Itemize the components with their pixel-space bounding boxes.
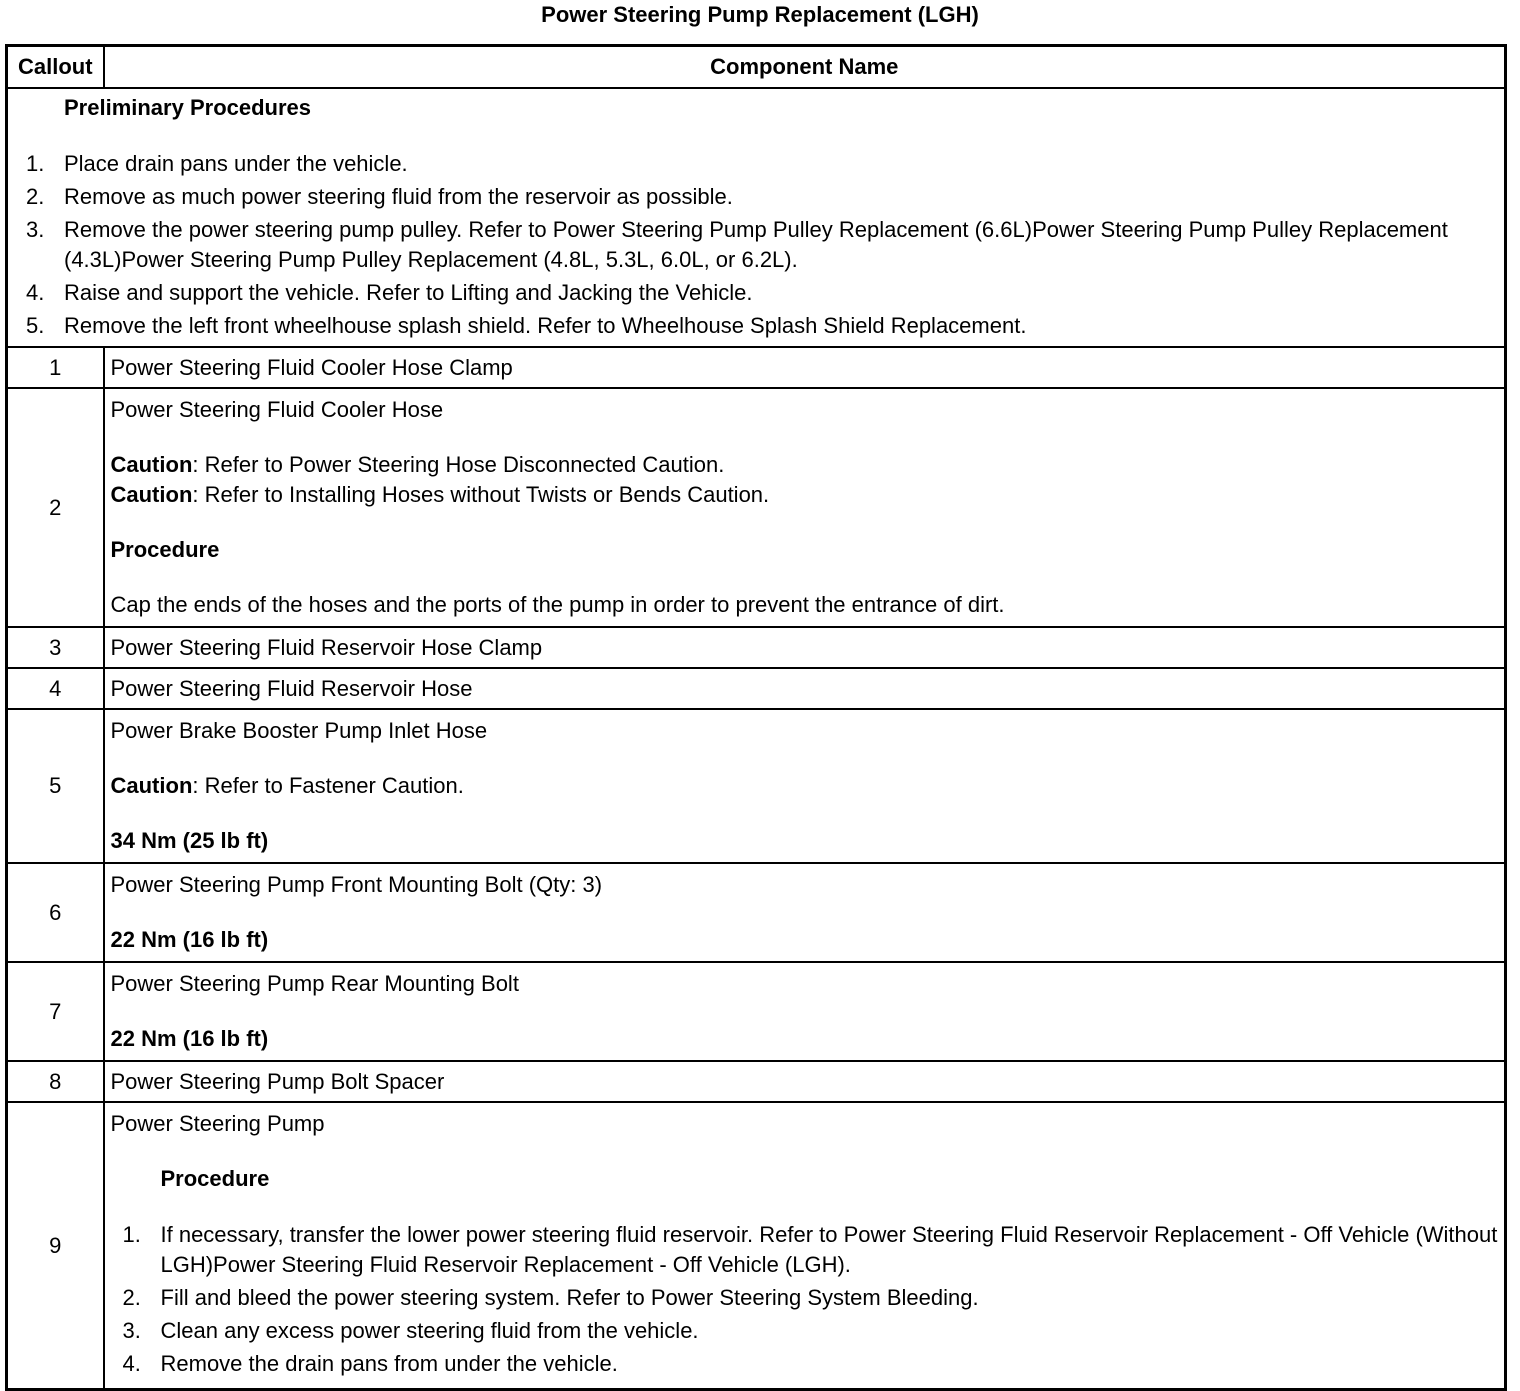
callout-header: Callout — [7, 46, 104, 89]
preliminary-heading: Preliminary Procedures — [64, 95, 312, 120]
callout-cell: 8 — [7, 1061, 104, 1102]
table-header-row — [7, 46, 1506, 89]
preliminary-steps — [26, 149, 1494, 341]
procedure-steps — [111, 1220, 1499, 1379]
torque-spec: 22 Nm (16 lb ft) — [110, 927, 269, 952]
callout-cell: 6 — [7, 863, 104, 962]
component-cell — [104, 388, 1506, 627]
component-name-header: Component Name — [104, 46, 1506, 89]
list-item: 5. Remove the left front wheelhouse splash shield. Refer to Wheelhouse Splash Shield Replacement. — [26, 313, 1027, 338]
component-name: Power Steering Pump Rear Mounting Bolt — [110, 971, 519, 996]
callout-cell: 1 — [7, 347, 104, 388]
list-item: 4. Remove the drain pans from under the vehicle. — [122, 1351, 618, 1376]
table-row — [7, 962, 1506, 1061]
component-cell: Power Steering Pump Bolt Spacer — [104, 1061, 1506, 1102]
table-row — [7, 388, 1506, 627]
component-cell — [104, 709, 1506, 863]
torque-spec: 22 Nm (16 lb ft) — [110, 1026, 269, 1051]
list-item: 1. Place drain pans under the vehicle. — [26, 151, 408, 176]
table-row — [7, 863, 1506, 962]
torque-spec: 34 Nm (25 lb ft) — [110, 828, 269, 853]
caution-note: Caution: Refer to Installing Hoses without Twists or Bends Caution. — [110, 482, 770, 507]
callout-cell: 3 — [7, 627, 104, 668]
component-cell: Power Steering Fluid Cooler Hose Clamp — [104, 347, 1506, 388]
callout-cell: 5 — [7, 709, 104, 863]
table-row — [7, 668, 1506, 709]
page-title: Power Steering Pump Replacement (LGH) — [541, 2, 979, 27]
component-cell — [104, 1102, 1506, 1390]
procedure-heading: Procedure — [110, 537, 220, 562]
table-row — [7, 1061, 1506, 1102]
callout-cell: 4 — [7, 668, 104, 709]
component-cell — [104, 863, 1506, 962]
procedure-table — [5, 44, 1507, 1391]
component-cell: Power Steering Fluid Reservoir Hose — [104, 668, 1506, 709]
caution-note: Caution: Refer to Power Steering Hose Disconnected Caution. — [110, 452, 725, 477]
table-row — [7, 627, 1506, 668]
preliminary-row — [7, 88, 1506, 347]
preliminary-cell — [7, 88, 1506, 347]
component-name: Power Steering Pump Front Mounting Bolt (Qty: 3) — [110, 872, 603, 897]
procedure-heading: Procedure — [160, 1166, 270, 1191]
table-row — [7, 1102, 1506, 1390]
list-item: 3. Clean any excess power steering fluid from the vehicle. — [122, 1318, 699, 1343]
procedure-text: Cap the ends of the hoses and the ports of the pump in order to prevent the entrance of dirt. — [110, 592, 1005, 617]
list-item: 2. Remove as much power steering fluid from the reservoir as possible. — [26, 184, 733, 209]
component-cell — [104, 962, 1506, 1061]
callout-cell: 7 — [7, 962, 104, 1061]
component-cell: Power Steering Fluid Reservoir Hose Clamp — [104, 627, 1506, 668]
callout-cell: 2 — [7, 388, 104, 627]
list-item: 3. Remove the power steering pump pulley. Refer to Power Steering Pump Pulley Replacement (6.6L)Power Steering Pump Pulley Replacement (4.3L)Power Steering Pump Pulley Replacement (4.8L, 5.3L, 6.0L, or 6.2L). — [26, 217, 1448, 272]
caution-note: Caution: Refer to Fastener Caution. — [110, 773, 464, 798]
callout-cell: 9 — [7, 1102, 104, 1390]
list-item: 2. Fill and bleed the power steering system. Refer to Power Steering System Bleeding. — [122, 1285, 979, 1310]
list-item: 1. If necessary, transfer the lower power steering fluid reservoir. Refer to Power Steering Fluid Reservoir Replacement - Off Vehicle (Without LGH)Power Steering Fluid Reservoir Replacement - Off Vehicle (LGH). — [122, 1222, 1498, 1277]
table-row — [7, 709, 1506, 863]
list-item: 4. Raise and support the vehicle. Refer to Lifting and Jacking the Vehicle. — [26, 280, 753, 305]
component-name: Power Steering Pump — [110, 1111, 325, 1136]
table-row — [7, 347, 1506, 388]
component-name: Power Brake Booster Pump Inlet Hose — [110, 718, 488, 743]
component-name: Power Steering Fluid Cooler Hose — [110, 397, 444, 422]
